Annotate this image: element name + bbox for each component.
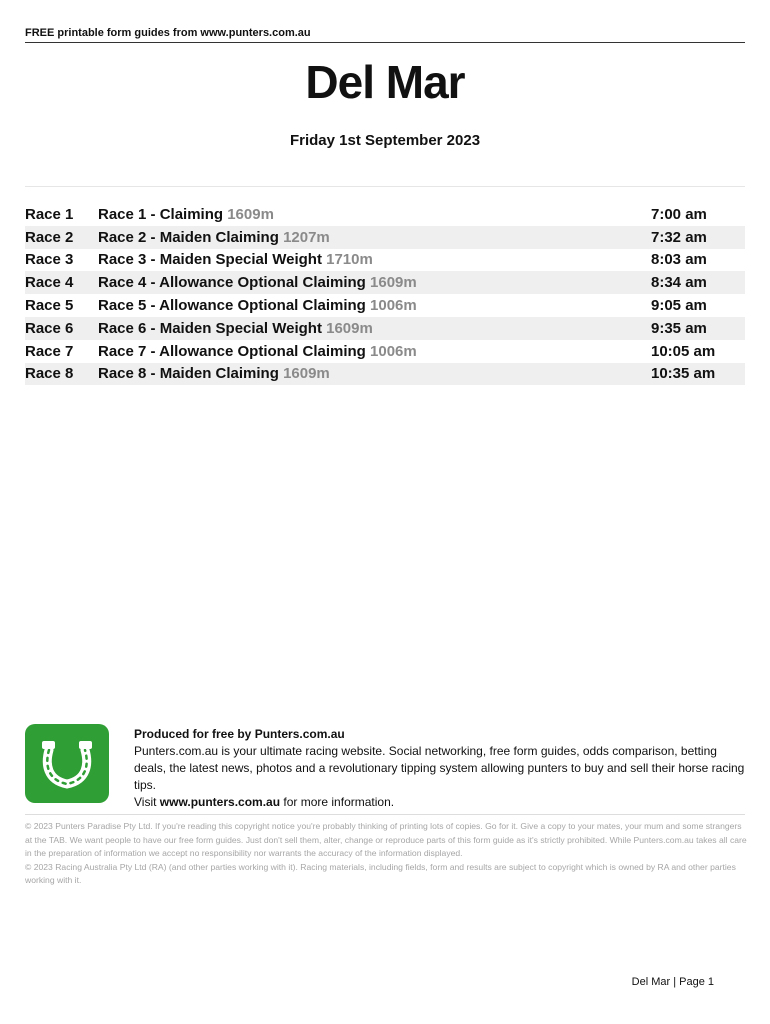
race-distance: 1710m <box>326 251 373 269</box>
race-distance: 1609m <box>370 274 417 292</box>
visit-suffix: for more information. <box>280 795 395 809</box>
race-time: 7:00 am <box>651 205 707 223</box>
race-time: 8:03 am <box>651 251 707 269</box>
producer-title: Produced for free by Punters.com.au <box>134 727 345 741</box>
race-name: Race 7 - Allowance Optional Claiming <box>98 342 366 360</box>
race-row <box>25 317 745 340</box>
race-name: Race 3 - Maiden Special Weight <box>98 251 322 269</box>
race-time: 10:05 am <box>651 342 716 360</box>
race-name-cell <box>98 274 651 291</box>
race-name: Race 1 - Claiming <box>98 205 224 223</box>
race-name-cell <box>98 320 651 337</box>
bottom-divider <box>25 814 745 815</box>
race-distance: 1006m <box>370 342 417 360</box>
race-name-cell <box>98 229 651 246</box>
race-name: Race 8 - Maiden Claiming <box>98 365 279 383</box>
race-distance: 1006m <box>370 297 417 315</box>
race-name-cell <box>98 365 651 382</box>
producer-description: Punters.com.au is your ultimate racing website. Social networking, free form guides, odds comparison, betting deals, the latest news, photos and a revolutionary tipping system allowing punters to buy and sell their horse racing tips. <box>134 744 745 792</box>
race-row <box>25 226 745 249</box>
producer-block <box>134 726 746 811</box>
race-name: Race 5 - Allowance Optional Claiming <box>98 297 366 315</box>
race-row <box>25 203 745 226</box>
copyright-racing-australia: © 2023 Racing Australia Pty Ltd (RA) (and other parties working with it). Racing materials, including fields, form and results are subject to copyright which is owned by RA and other parties working with it. <box>25 861 736 885</box>
page-footer: Del Mar | Page 1 <box>631 976 714 988</box>
race-name-cell <box>98 343 651 360</box>
copyright-punters: © 2023 Punters Paradise Pty Ltd. If you're reading this copyright notice you're probably thinking of printing lots of copies. Go for it. Give a copy to your mates, your mum and some strangers at the TAB. We want people to have our free form guides. Just don't sell them, alter, change or reproduce parts of this form guide as it's strictly prohibited. While Punters.com.au takes all care in the preparation of information we accept no responsibility nor warrants the accuracy of the information displayed. <box>25 821 747 858</box>
race-distance: 1207m <box>283 228 330 246</box>
race-distance: 1609m <box>283 365 330 383</box>
header-note: FREE printable form guides from www.punters.com.au <box>25 27 745 43</box>
race-time: 9:05 am <box>651 297 707 315</box>
copyright-notice <box>25 820 747 888</box>
race-row <box>25 294 745 317</box>
top-divider <box>25 186 745 187</box>
race-distance: 1609m <box>326 319 373 337</box>
race-row <box>25 363 745 386</box>
punters-logo <box>25 724 109 803</box>
horseshoe-icon <box>25 724 109 803</box>
visit-line <box>134 794 746 811</box>
race-number: Race 3 <box>25 251 74 269</box>
race-number: Race 4 <box>25 274 74 292</box>
visit-prefix: Visit <box>134 795 160 809</box>
race-time: 7:32 am <box>651 228 707 246</box>
race-time: 8:34 am <box>651 274 707 292</box>
visit-link[interactable]: www.punters.com.au <box>159 795 281 809</box>
race-number: Race 7 <box>25 342 74 360</box>
race-number: Race 8 <box>25 365 74 383</box>
race-name: Race 2 - Maiden Claiming <box>98 228 279 246</box>
race-number: Race 6 <box>25 319 74 337</box>
race-number: Race 2 <box>25 228 74 246</box>
race-name: Race 6 - Maiden Special Weight <box>98 319 322 337</box>
page-title: Del Mar <box>305 56 465 108</box>
race-row <box>25 249 745 272</box>
race-number: Race 1 <box>25 205 74 223</box>
race-time: 10:35 am <box>651 365 716 383</box>
race-name-cell <box>98 297 651 314</box>
race-row <box>25 340 745 363</box>
race-row <box>25 271 745 294</box>
race-date: Friday 1st September 2023 <box>289 132 481 149</box>
race-time: 9:35 am <box>651 319 707 337</box>
race-number: Race 5 <box>25 297 74 315</box>
race-list <box>25 203 745 385</box>
race-name-cell <box>98 251 651 268</box>
race-name: Race 4 - Allowance Optional Claiming <box>98 274 366 292</box>
race-name-cell <box>98 206 651 223</box>
race-distance: 1609m <box>227 205 274 223</box>
